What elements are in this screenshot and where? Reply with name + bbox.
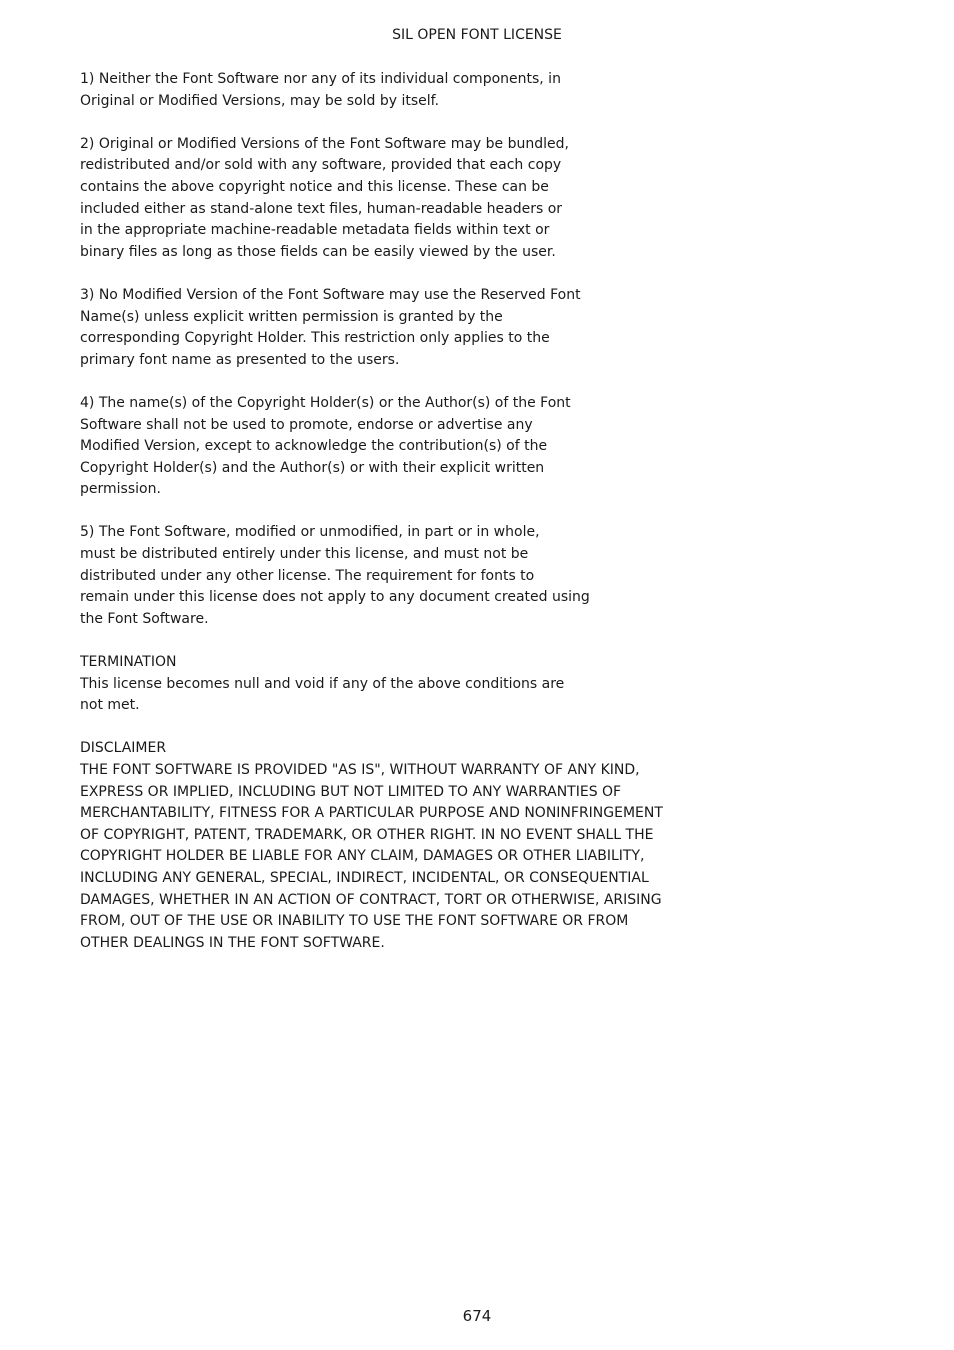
- text-line: Software shall not be used to promote, endorse or advertise any: [80, 416, 533, 433]
- text-line: remain under this license does not apply to any document created using: [80, 589, 590, 606]
- text-line: included either as stand-alone text files, human-readable headers or: [80, 200, 563, 217]
- page-number: 674: [462, 1307, 492, 1325]
- disclaimer-section: [80, 738, 680, 954]
- clause-3: [80, 285, 680, 371]
- text-line: Modified Version, except to acknowledge the contribution(s) of the: [80, 438, 548, 455]
- text-line: primary font name as presented to the users.: [80, 351, 400, 368]
- text-line: MERCHANTABILITY, FITNESS FOR A PARTICULAR PURPOSE AND NONINFRINGEMENT: [80, 805, 663, 822]
- text-line: binary files as long as those fields can be easily viewed by the user.: [80, 243, 556, 260]
- text-line: distributed under any other license. The requirement for fonts to: [80, 567, 535, 584]
- clause-4: [80, 393, 680, 501]
- text-line: Original or Modified Versions, may be sold by itself.: [80, 92, 440, 109]
- text-line: corresponding Copyright Holder. This restriction only applies to the: [80, 330, 550, 347]
- text-line: INCLUDING ANY GENERAL, SPECIAL, INDIRECT, INCIDENTAL, OR CONSEQUENTIAL: [80, 869, 649, 886]
- license-content: [80, 69, 680, 976]
- text-line: FROM, OUT OF THE USE OR INABILITY TO USE THE FONT SOFTWARE OR FROM: [80, 913, 629, 930]
- text-line: 5) The Font Software, modified or unmodified, in part or in whole,: [80, 524, 540, 541]
- text-line: Copyright Holder(s) and the Author(s) or with their explicit written: [80, 459, 545, 476]
- text-line: must be distributed entirely under this license, and must not be: [80, 546, 529, 563]
- text-line: OTHER DEALINGS IN THE FONT SOFTWARE.: [80, 934, 385, 951]
- text-line: This license becomes null and void if any of the above conditions are: [80, 675, 565, 692]
- text-line: in the appropriate machine-readable metadata fields within text or: [80, 222, 550, 239]
- text-line: DAMAGES, WHETHER IN AN ACTION OF CONTRACT, TORT OR OTHERWISE, ARISING: [80, 891, 662, 908]
- clause-5: [80, 522, 680, 630]
- text-line: 4) The name(s) of the Copyright Holder(s) or the Author(s) of the Font: [80, 394, 571, 411]
- section-heading: DISCLAIMER: [80, 740, 167, 757]
- text-line: COPYRIGHT HOLDER BE LIABLE FOR ANY CLAIM, DAMAGES OR OTHER LIABILITY,: [80, 848, 645, 865]
- text-line: permission.: [80, 481, 161, 498]
- section-heading: TERMINATION: [80, 654, 177, 671]
- text-line: THE FONT SOFTWARE IS PROVIDED "AS IS", WITHOUT WARRANTY OF ANY KIND,: [80, 762, 640, 778]
- termination-section: [80, 652, 680, 717]
- text-line: Name(s) unless explicit written permission is granted by the: [80, 308, 503, 325]
- text-line: OF COPYRIGHT, PATENT, TRADEMARK, OR OTHER RIGHT. IN NO EVENT SHALL THE: [80, 826, 654, 843]
- text-line: redistributed and/or sold with any software, provided that each copy: [80, 157, 562, 174]
- text-line: 3) No Modified Version of the Font Software may use the Reserved Font: [80, 286, 581, 303]
- text-line: EXPRESS OR IMPLIED, INCLUDING BUT NOT LIMITED TO ANY WARRANTIES OF: [80, 783, 622, 800]
- text-line: not met.: [80, 697, 140, 714]
- text-line: 2) Original or Modified Versions of the Font Software may be bundled,: [80, 135, 569, 152]
- text-line: 1) Neither the Font Software nor any of its individual components, in: [80, 71, 561, 87]
- clause-1: [80, 69, 680, 112]
- clause-2: [80, 134, 680, 264]
- page-header-title: SIL OPEN FONT LICENSE: [392, 27, 562, 43]
- text-line: the Font Software.: [80, 610, 209, 627]
- text-line: contains the above copyright notice and this license. These can be: [80, 178, 549, 195]
